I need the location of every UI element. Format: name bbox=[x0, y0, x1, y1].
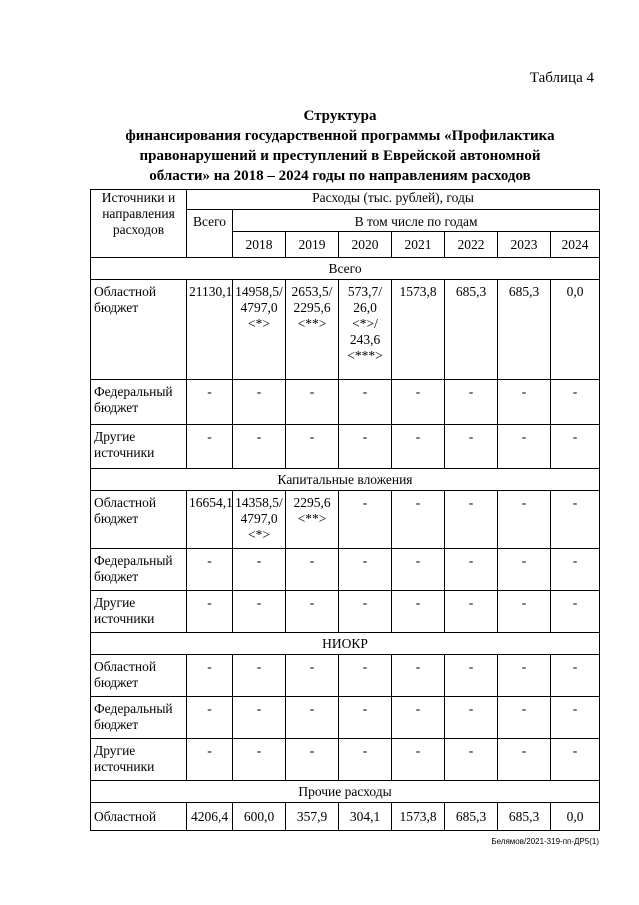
row-value-cell: - bbox=[233, 425, 286, 469]
row-value-cell: - bbox=[233, 739, 286, 781]
header-year-cell: 2023 bbox=[498, 232, 551, 258]
title-line-1: Структура bbox=[303, 108, 377, 124]
row-value-cell: 2653,5/ 2295,6 <**> bbox=[286, 280, 339, 380]
section-title: Прочие расходы bbox=[91, 781, 600, 803]
row-value-cell: - bbox=[286, 425, 339, 469]
row-value-cell: - bbox=[339, 697, 392, 739]
table-row bbox=[91, 655, 600, 697]
row-value-cell: 685,3 bbox=[498, 280, 551, 380]
row-value-cell: - bbox=[551, 739, 600, 781]
row-total-cell: - bbox=[187, 655, 233, 697]
section-row bbox=[91, 633, 600, 655]
row-source-cell: Областной бюджет bbox=[91, 491, 187, 549]
table-row bbox=[91, 739, 600, 781]
row-value-cell: - bbox=[498, 697, 551, 739]
row-value-cell: - bbox=[498, 549, 551, 591]
row-value-cell: - bbox=[445, 380, 498, 425]
table-row bbox=[91, 697, 600, 739]
row-value-cell: - bbox=[392, 739, 445, 781]
row-value-cell: - bbox=[551, 491, 600, 549]
row-value-cell: - bbox=[551, 425, 600, 469]
row-value-cell: - bbox=[339, 739, 392, 781]
row-source-cell: Областной бюджет bbox=[91, 280, 187, 380]
row-value-cell: 685,3 bbox=[498, 803, 551, 831]
row-value-cell: - bbox=[498, 491, 551, 549]
header-expenses-cell: Расходы (тыс. рублей), годы bbox=[187, 190, 600, 210]
row-value-cell: - bbox=[445, 655, 498, 697]
row-source-cell: Федеральный бюджет bbox=[91, 549, 187, 591]
row-value-cell: - bbox=[498, 425, 551, 469]
row-value-cell: 600,0 bbox=[233, 803, 286, 831]
row-source-cell: Другие источники bbox=[91, 739, 187, 781]
row-value-cell: 0,0 bbox=[551, 803, 600, 831]
row-value-cell: 1573,8 bbox=[392, 280, 445, 380]
row-source-cell: Областной бюджет bbox=[91, 655, 187, 697]
row-value-cell: - bbox=[233, 380, 286, 425]
row-value-cell: - bbox=[498, 380, 551, 425]
row-value-cell: - bbox=[339, 591, 392, 633]
section-row bbox=[91, 781, 600, 803]
row-total-cell: - bbox=[187, 425, 233, 469]
title-line-4: области» на 2018 – 2024 годы по направлениям расходов bbox=[149, 168, 531, 184]
row-total-cell: 4206,4 bbox=[187, 803, 233, 831]
row-source-cell: Областной bbox=[91, 803, 187, 831]
header-source-cell: Источники и направления расходов bbox=[91, 190, 187, 258]
row-total-cell: - bbox=[187, 549, 233, 591]
row-value-cell: - bbox=[445, 591, 498, 633]
header-year-cell: 2018 bbox=[233, 232, 286, 258]
row-value-cell: - bbox=[286, 380, 339, 425]
financing-table bbox=[90, 189, 600, 831]
table-row bbox=[91, 591, 600, 633]
row-value-cell: - bbox=[392, 425, 445, 469]
row-value-cell: - bbox=[498, 739, 551, 781]
row-value-cell: - bbox=[498, 591, 551, 633]
row-value-cell: - bbox=[392, 491, 445, 549]
row-value-cell: - bbox=[233, 697, 286, 739]
row-value-cell: - bbox=[339, 549, 392, 591]
header-by-year-cell: В том числе по годам bbox=[233, 210, 600, 232]
row-total-cell: 16654,1 bbox=[187, 491, 233, 549]
row-value-cell: - bbox=[286, 591, 339, 633]
row-value-cell: - bbox=[392, 697, 445, 739]
header-year-cell: 2022 bbox=[445, 232, 498, 258]
row-value-cell: - bbox=[286, 549, 339, 591]
row-value-cell: - bbox=[286, 739, 339, 781]
row-value-cell: - bbox=[339, 655, 392, 697]
header-year-cell: 2019 bbox=[286, 232, 339, 258]
row-value-cell: - bbox=[339, 425, 392, 469]
row-value-cell: - bbox=[392, 591, 445, 633]
row-value-cell: - bbox=[233, 549, 286, 591]
row-total-cell: - bbox=[187, 739, 233, 781]
section-row bbox=[91, 469, 600, 491]
document-title bbox=[90, 106, 590, 186]
header-year-cell: 2020 bbox=[339, 232, 392, 258]
row-value-cell: - bbox=[551, 380, 600, 425]
title-line-3: правонарушений и преступлений в Еврейской автономной bbox=[139, 148, 541, 164]
row-value-cell: - bbox=[339, 491, 392, 549]
section-row bbox=[91, 258, 600, 280]
header-total-cell: Всего bbox=[187, 210, 233, 258]
row-value-cell: - bbox=[551, 591, 600, 633]
row-value-cell: - bbox=[233, 655, 286, 697]
row-value-cell: - bbox=[445, 739, 498, 781]
row-value-cell: - bbox=[233, 591, 286, 633]
row-value-cell: - bbox=[392, 655, 445, 697]
table-row bbox=[91, 549, 600, 591]
row-value-cell: - bbox=[392, 549, 445, 591]
row-value-cell: 14958,5/ 4797,0 <*> bbox=[233, 280, 286, 380]
row-value-cell: 357,9 bbox=[286, 803, 339, 831]
header-year-cell: 2021 bbox=[392, 232, 445, 258]
row-source-cell: Федеральный бюджет bbox=[91, 697, 187, 739]
row-source-cell: Другие источники bbox=[91, 591, 187, 633]
row-value-cell: 2295,6 <**> bbox=[286, 491, 339, 549]
table-row bbox=[91, 803, 600, 831]
row-source-cell: Федеральный бюджет bbox=[91, 380, 187, 425]
section-title: Всего bbox=[91, 258, 600, 280]
row-value-cell: 685,3 bbox=[445, 280, 498, 380]
document-code: Белямов/2021-319-пп-ДР5(1) bbox=[491, 837, 599, 846]
section-title: НИОКР bbox=[91, 633, 600, 655]
row-value-cell: - bbox=[445, 491, 498, 549]
table-row bbox=[91, 425, 600, 469]
row-value-cell: - bbox=[392, 380, 445, 425]
row-value-cell: - bbox=[551, 697, 600, 739]
row-total-cell: - bbox=[187, 591, 233, 633]
row-value-cell: - bbox=[286, 655, 339, 697]
table-row bbox=[91, 491, 600, 549]
table-row bbox=[91, 280, 600, 380]
row-value-cell: - bbox=[551, 655, 600, 697]
row-value-cell: 14358,5/ 4797,0 <*> bbox=[233, 491, 286, 549]
row-total-cell: - bbox=[187, 380, 233, 425]
row-value-cell: 0,0 bbox=[551, 280, 600, 380]
row-source-cell: Другие источники bbox=[91, 425, 187, 469]
section-title: Капитальные вложения bbox=[91, 469, 600, 491]
row-value-cell: - bbox=[339, 380, 392, 425]
row-value-cell: - bbox=[551, 549, 600, 591]
row-value-cell: - bbox=[445, 697, 498, 739]
row-value-cell: - bbox=[445, 425, 498, 469]
row-value-cell: 1573,8 bbox=[392, 803, 445, 831]
row-value-cell: 573,7/ 26,0 <*>/ 243,6 <***> bbox=[339, 280, 392, 380]
table-number: Таблица 4 bbox=[529, 70, 594, 86]
row-total-cell: 21130,1 bbox=[187, 280, 233, 380]
row-value-cell: - bbox=[445, 549, 498, 591]
title-line-2: финансирования государственной программы «Профилактика bbox=[125, 128, 555, 144]
header-year-cell: 2024 bbox=[551, 232, 600, 258]
row-value-cell: 685,3 bbox=[445, 803, 498, 831]
row-value-cell: - bbox=[498, 655, 551, 697]
row-value-cell: 304,1 bbox=[339, 803, 392, 831]
table-row bbox=[91, 380, 600, 425]
row-value-cell: - bbox=[286, 697, 339, 739]
row-total-cell: - bbox=[187, 697, 233, 739]
